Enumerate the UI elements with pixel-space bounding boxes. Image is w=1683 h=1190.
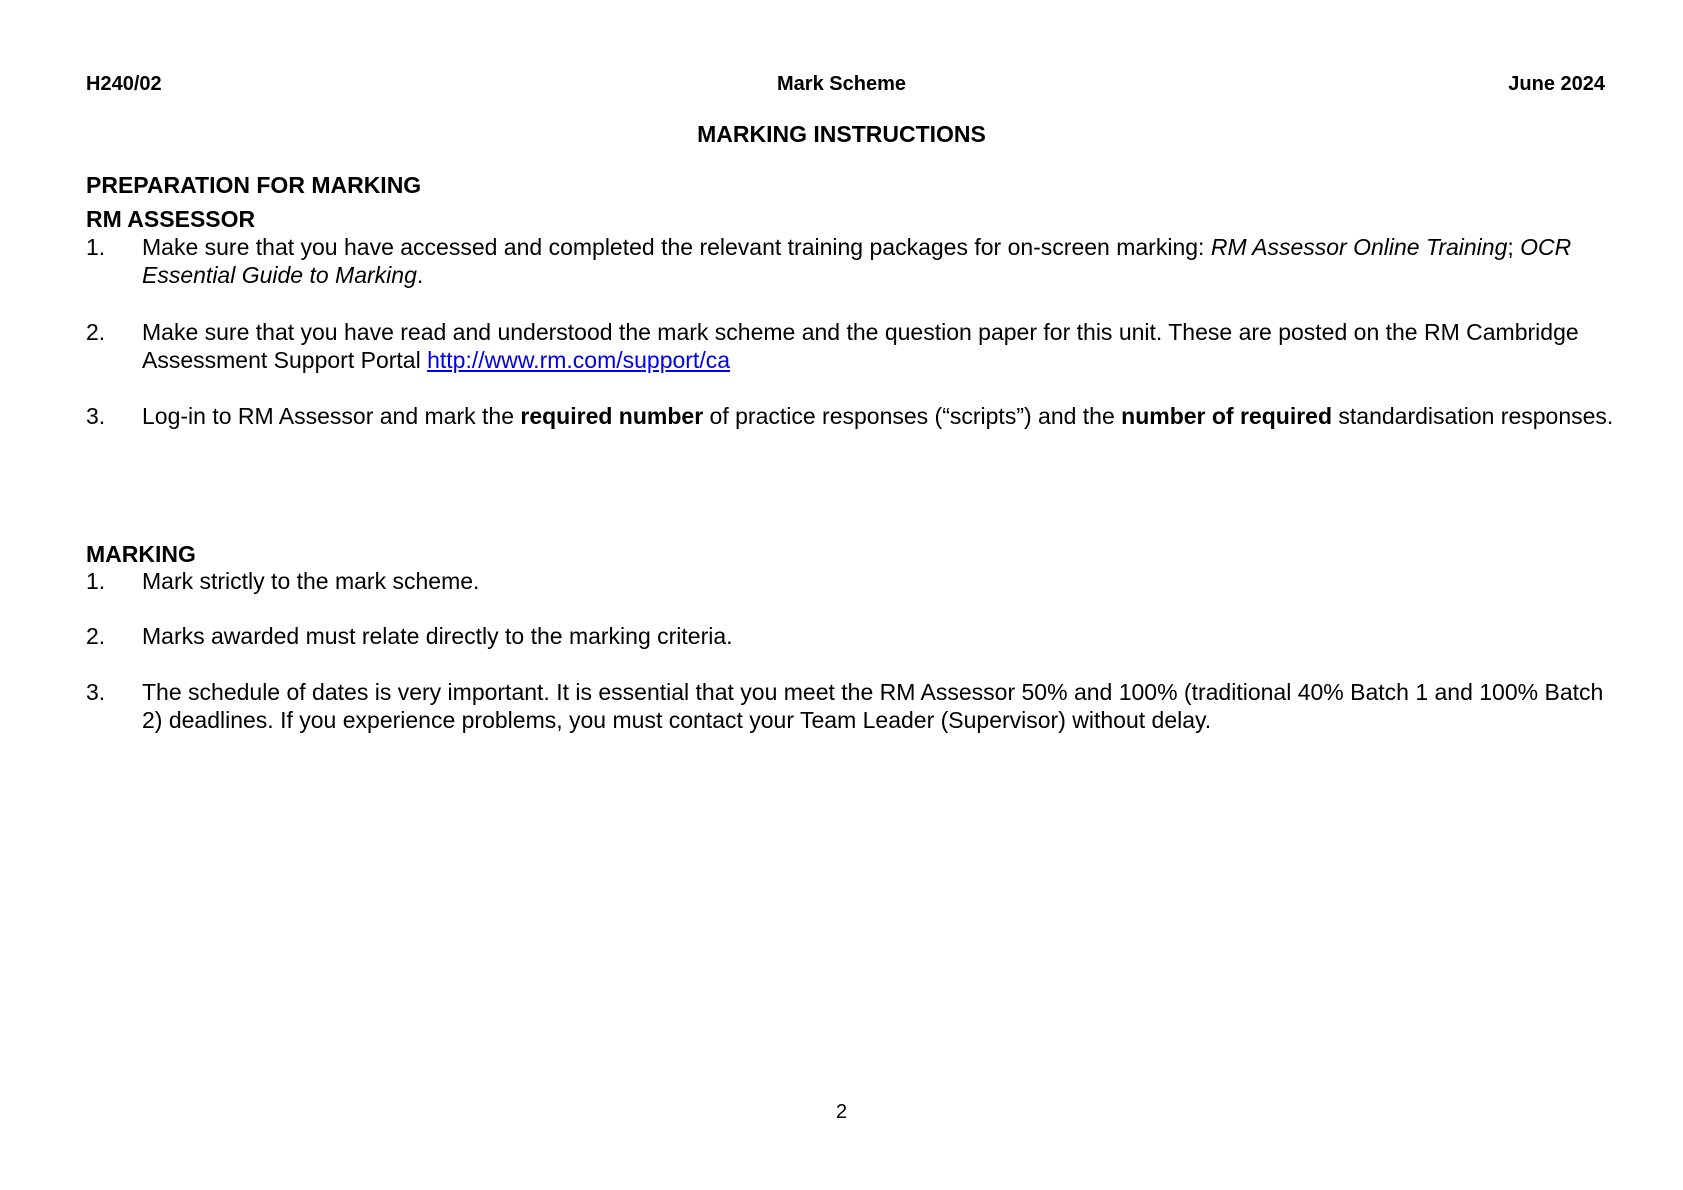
- preparation-item-1: [86, 233, 1616, 289]
- item-number: 3.: [86, 679, 106, 705]
- marking-item-2: [86, 622, 1616, 650]
- header-title: Mark Scheme: [777, 73, 906, 95]
- guide-name: OCR Essential Guide to Marking: [142, 234, 1572, 288]
- training-package-name: RM Assessor Online Training: [1210, 234, 1508, 260]
- preparation-item-2: [86, 318, 1616, 374]
- item-text: Log-in to RM Assessor and mark the required number of practice responses (“scripts”) and the number of required standardisation responses.: [142, 403, 1614, 429]
- item-number: 3.: [86, 403, 106, 429]
- item-text: Make sure that you have accessed and completed the relevant training packages for on-screen marking: RM Assessor Online Training; OCR Essential Guide to Marking.: [142, 234, 1572, 288]
- item-text: Make sure that you have read and understood the mark scheme and the question paper for this unit. These are posted on the RM Cambridge Assessment Support Portal http://www.rm.com/support/ca: [142, 319, 1579, 373]
- preparation-heading: PREPARATION FOR MARKING: [86, 172, 422, 198]
- header-date: June 2024: [1508, 73, 1605, 95]
- item-number: 1.: [86, 234, 106, 260]
- item-text: Mark strictly to the mark scheme.: [142, 568, 480, 594]
- support-portal-link[interactable]: http://www.rm.com/support/ca: [427, 347, 731, 373]
- item-number: 1.: [86, 568, 106, 594]
- item-text: The schedule of dates is very important. It is essential that you meet the RM Assessor 50% and 100% (traditional 40% Batch 1 and 100% Batch 2) deadlines. If you experience problems, you must contact your Team Leader (Supervisor) without delay.: [142, 679, 1604, 733]
- page-number: 2: [835, 1101, 848, 1123]
- preparation-item-3: [86, 402, 1616, 430]
- page-title: MARKING INSTRUCTIONS: [697, 121, 986, 147]
- required-number-emphasis: required number: [520, 403, 704, 429]
- item-number: 2.: [86, 623, 106, 649]
- item-number: 2.: [86, 319, 106, 345]
- paper-code: H240/02: [86, 73, 162, 95]
- item-text: Marks awarded must relate directly to the marking criteria.: [142, 623, 733, 649]
- marking-item-3: [86, 678, 1616, 734]
- rm-assessor-subheading: RM ASSESSOR: [86, 206, 256, 232]
- marking-item-1: [86, 567, 1616, 595]
- marking-heading: MARKING: [86, 541, 196, 567]
- number-of-required-emphasis: number of required: [1121, 403, 1333, 429]
